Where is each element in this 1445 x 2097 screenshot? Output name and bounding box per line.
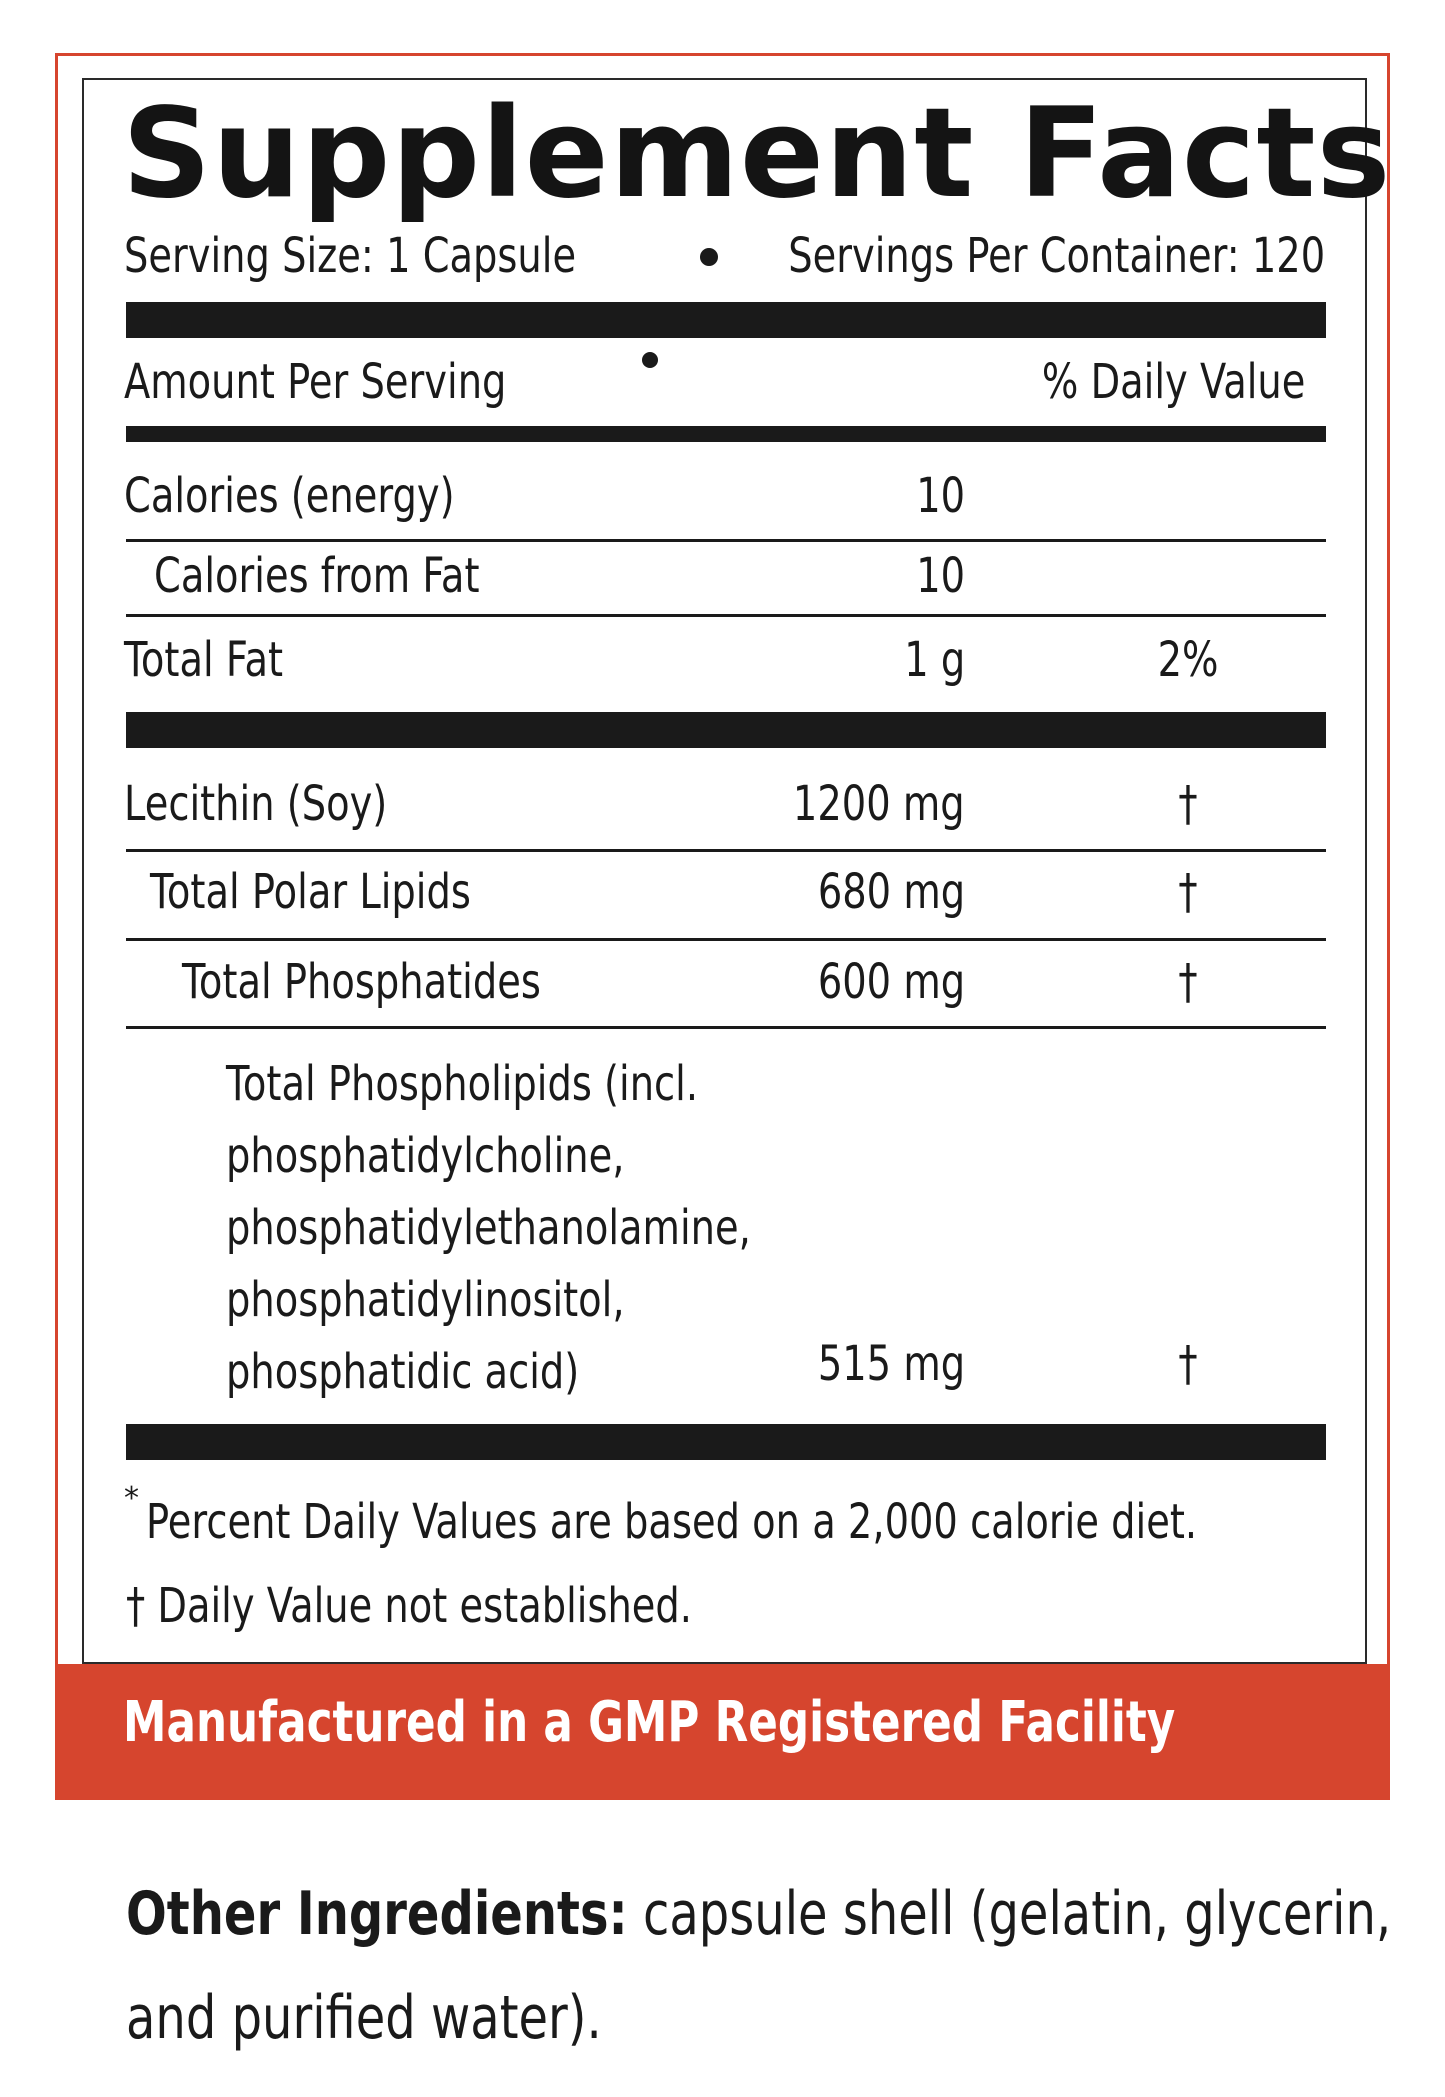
- row-amount: 10: [916, 548, 965, 604]
- other-ingredients-label: Other Ingredients:: [126, 1879, 628, 1949]
- row-divider: [126, 1026, 1326, 1029]
- other-ingredients: [126, 1862, 1392, 2070]
- row-name: Lecithin (Soy): [124, 776, 388, 832]
- medium-divider: [126, 426, 1326, 442]
- servings-per-container: Servings Per Container: 120: [788, 228, 1325, 284]
- row-amount: 680 mg: [817, 864, 965, 920]
- row-amount: 1 g: [903, 632, 965, 688]
- daily-value-header: % Daily Value: [1041, 354, 1305, 410]
- row-divider: [126, 539, 1326, 542]
- amount-per-serving: Amount Per Serving: [124, 354, 507, 410]
- panel-title-text: Supplement Facts: [122, 82, 1392, 226]
- separator-dot-2: [642, 352, 658, 368]
- footnote-percent: Percent Daily Values are based on a 2,000 calorie diet.: [146, 1494, 1198, 1550]
- row-name: Calories from Fat: [154, 548, 480, 604]
- row-name: Total Phosphatides: [182, 954, 541, 1010]
- row-daily-value: †: [1178, 954, 1198, 1010]
- gmp-banner: [55, 1664, 1390, 1800]
- row-daily-value: †: [1178, 864, 1198, 920]
- phospholipids-line: phosphatidylcholine,: [226, 1128, 625, 1184]
- row-name: Total Polar Lipids: [150, 864, 471, 920]
- row-daily-value: †: [1178, 1336, 1198, 1392]
- gmp-banner-text: Manufactured in a GMP Registered Facility: [123, 1690, 1176, 1755]
- row-daily-value: †: [1178, 776, 1198, 832]
- thick-divider-1: [126, 302, 1326, 338]
- serving-size: Serving Size: 1 Capsule: [124, 228, 577, 284]
- row-amount: 600 mg: [817, 954, 965, 1010]
- row-name: Calories (energy): [124, 468, 455, 524]
- thick-divider-2: [126, 712, 1326, 748]
- row-divider: [126, 849, 1326, 852]
- phospholipids-line: phosphatidylinositol,: [226, 1272, 625, 1328]
- thick-divider-3: [126, 1424, 1326, 1460]
- row-amount: 515 mg: [817, 1336, 965, 1392]
- row-amount: 10: [916, 468, 965, 524]
- row-divider: [126, 938, 1326, 941]
- other-ingredients-text: capsule shell (gelatin, glycerin,: [627, 1879, 1392, 1949]
- row-amount: 1200 mg: [793, 776, 965, 832]
- phospholipids-line: phosphatidylethanolamine,: [226, 1200, 751, 1256]
- footnote-asterisk: *: [124, 1481, 139, 1516]
- other-ingredients-text-2: and purified water).: [126, 1983, 602, 2053]
- phospholipids-line: phosphatidic acid): [226, 1344, 580, 1400]
- row-name: Total Fat: [124, 632, 284, 688]
- footnote-dagger: † Daily Value not established.: [126, 1578, 693, 1634]
- row-daily-value: 2%: [1157, 632, 1219, 688]
- row-divider: [126, 614, 1326, 617]
- phospholipids-line: Total Phospholipids (incl.: [226, 1056, 699, 1112]
- panel-title: [122, 82, 1392, 226]
